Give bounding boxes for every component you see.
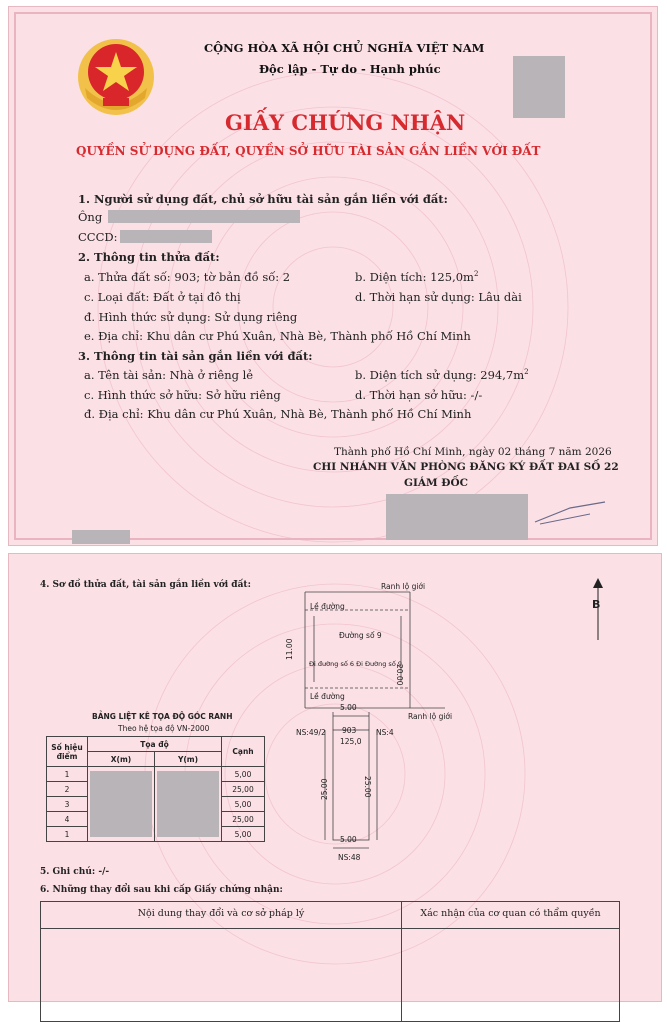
road-6-label: Đi đường số 6 Đi Đường số 9 bbox=[309, 660, 402, 668]
land-use-term: d. Thời hạn sử dụng: Lâu dài bbox=[355, 290, 522, 304]
asset-area: b. Diện tích sử dụng: $294,7m^2$ bbox=[355, 368, 529, 382]
redacted-serial bbox=[72, 530, 130, 544]
col-coordinates: Tọa độ bbox=[88, 737, 222, 752]
col-y: Y(m) bbox=[155, 752, 222, 767]
edge-length: 25,00 bbox=[222, 782, 265, 797]
point-id: 2 bbox=[47, 782, 88, 797]
signer-role: GIÁM ĐỐC bbox=[404, 477, 468, 489]
col-x: X(m) bbox=[88, 752, 155, 767]
changes-cell bbox=[402, 929, 620, 1022]
neighbor-left-label: NS:49/2 bbox=[296, 728, 326, 737]
back-width-label: 5.00 bbox=[340, 835, 357, 844]
front-width-label: 5.00 bbox=[340, 703, 357, 712]
point-id: 1 bbox=[47, 827, 88, 842]
depth-left-label: 25.00 bbox=[320, 778, 329, 800]
section4-heading: 4. Sơ đồ thửa đất, tài sản gắn liền với đất: bbox=[40, 580, 251, 590]
road-width-right: 20.00 bbox=[395, 664, 404, 686]
col-point-id: Số hiệu điểm bbox=[47, 737, 88, 767]
section5-note: 5. Ghi chú: -/- bbox=[40, 867, 110, 877]
certificate-title: GIẤY CHỨNG NHẬN bbox=[225, 110, 466, 135]
land-type: c. Loại đất: Đất ở tại đô thị bbox=[84, 290, 241, 304]
point-id: 1 bbox=[47, 767, 88, 782]
section1-heading: 1. Người sử dụng đất, chủ sở hữu tài sản gắn liền với đất: bbox=[78, 192, 448, 206]
parcel-number: a. Thửa đất số: 903; tờ bản đồ số: 2 bbox=[84, 270, 291, 284]
parcel-number-label: 903 bbox=[342, 726, 357, 735]
redacted-owner-name bbox=[108, 210, 300, 223]
point-id: 4 bbox=[47, 812, 88, 827]
issue-date: Thành phố Hồ Chí Minh, ngày 02 tháng 7 năm 2026 bbox=[334, 446, 612, 458]
land-address: e. Địa chỉ: Khu dân cư Phú Xuân, Nhà Bè, Thành phố Hồ Chí Minh bbox=[84, 329, 471, 343]
coord-table-title: BẢNG LIỆT KÊ TỌA ĐỘ GÓC RANH bbox=[92, 712, 233, 721]
coord-table-subtitle: Theo hệ tọa độ VN-2000 bbox=[118, 724, 210, 733]
section3-heading: 3. Thông tin tài sản gắn liền với đất: bbox=[78, 349, 313, 363]
parcel-area: b. Diện tích: $125,0m^2$ bbox=[355, 270, 479, 284]
national-motto: Độc lập - Tự do - Hạnh phúc bbox=[259, 62, 441, 76]
edge-length: 5,00 bbox=[222, 797, 265, 812]
col-edge: Cạnh bbox=[222, 737, 265, 767]
point-id: 3 bbox=[47, 797, 88, 812]
changes-cell bbox=[41, 929, 402, 1022]
changes-col-confirmation: Xác nhận của cơ quan có thẩm quyền bbox=[402, 902, 620, 929]
edge-length: 5,00 bbox=[222, 767, 265, 782]
ownership-form: c. Hình thức sở hữu: Sở hữu riêng bbox=[84, 388, 281, 402]
changes-table bbox=[40, 901, 620, 1022]
asset-name: a. Tên tài sản: Nhà ở riêng lẻ bbox=[84, 368, 254, 382]
road-9-label: Đường số 9 bbox=[339, 631, 382, 640]
asset-address: đ. Địa chỉ: Khu dân cư Phú Xuân, Nhà Bè, Thành phố Hồ Chí Minh bbox=[84, 407, 472, 421]
road-width-left: 11.00 bbox=[285, 638, 294, 660]
parcel-area-label: 125,0 bbox=[340, 737, 362, 746]
depth-right-label: 25.00 bbox=[363, 776, 372, 798]
signature-stroke-icon bbox=[530, 498, 610, 528]
section6-heading: 6. Những thay đổi sau khi cấp Giấy chứng nhận: bbox=[40, 885, 283, 895]
table-row bbox=[47, 767, 265, 782]
boundary-top-label: Ranh lộ giới bbox=[381, 582, 426, 591]
redacted-qr-code bbox=[513, 56, 565, 118]
certificate-subtitle: QUYỀN SỬ DỤNG ĐẤT, QUYỀN SỞ HỮU TÀI SẢN GẮN LIỀN VỚI ĐẤT bbox=[76, 144, 541, 158]
issuing-office: CHI NHÁNH VĂN PHÒNG ĐĂNG KÝ ĐẤT ĐAI SỐ 22 bbox=[313, 461, 619, 473]
neighbor-right-label: NS:4 bbox=[376, 728, 394, 737]
redacted-citizen-id bbox=[120, 230, 212, 243]
neighbor-bottom-label: NS:48 bbox=[338, 853, 361, 862]
redacted-x-values bbox=[88, 767, 155, 842]
edge-length: 25,00 bbox=[222, 812, 265, 827]
sidewalk-bottom-label: Lề đường bbox=[310, 692, 345, 701]
boundary-mid-label: Ranh lộ giới bbox=[408, 712, 453, 721]
ownership-term: d. Thời hạn sở hữu: -/- bbox=[355, 388, 483, 402]
citizen-id-label: CCCD: bbox=[78, 230, 118, 244]
changes-col-content: Nội dung thay đổi và cơ sở pháp lý bbox=[41, 902, 402, 929]
redacted-y-values bbox=[155, 767, 222, 842]
north-label: B bbox=[592, 598, 601, 611]
edge-length: 5,00 bbox=[222, 827, 265, 842]
owner-title-label: Ông bbox=[78, 210, 103, 224]
land-use-form: đ. Hình thức sử dụng: Sử dụng riêng bbox=[84, 310, 298, 324]
nation-name: CỘNG HÒA XÃ HỘI CHỦ NGHĨA VIỆT NAM bbox=[204, 41, 485, 55]
coordinate-table bbox=[46, 736, 265, 842]
section2-heading: 2. Thông tin thửa đất: bbox=[78, 250, 220, 264]
national-emblem-icon bbox=[75, 36, 157, 118]
redacted-signature bbox=[386, 494, 528, 540]
parcel-site-map bbox=[285, 580, 475, 870]
sidewalk-top-label: Lề đường bbox=[310, 602, 345, 611]
